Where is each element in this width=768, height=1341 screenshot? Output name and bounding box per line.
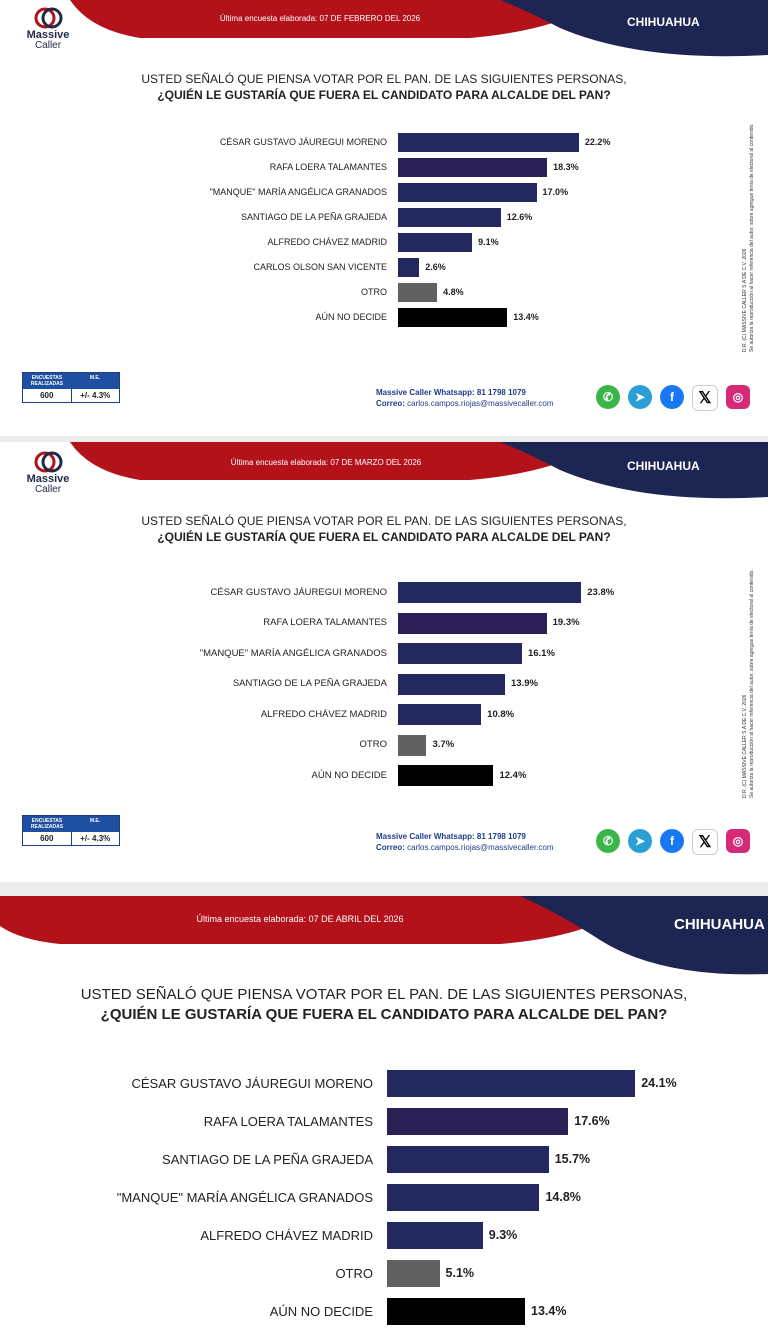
x-icon[interactable]: 𝕏 [692,385,718,411]
bar-value-label: 24.1% [641,1076,677,1091]
stats-header-surveys: ENCUESTAS REALIZADAS [30,375,64,387]
bar [387,1222,483,1249]
bar [387,1070,635,1097]
question-line2: ¿QUIÉN LE GUSTARÍA QUE FUERA EL CANDIDATO PARA ALCALDE DEL PAN? [100,1006,668,1023]
bar-label: SANTIAGO DE LA PEÑA GRAJEDA [232,678,387,690]
logo-text-massive: Massive [26,29,70,41]
bar [387,1146,549,1173]
bar-value-label: 3.7% [432,739,455,751]
bar-value-label: 13.9% [511,678,538,690]
bar-label: AÚN NO DECIDE [315,312,387,322]
contact-info [376,831,554,853]
bar [398,765,493,786]
email-label: Correo: [376,843,405,852]
bar-label: "MANQUE" MARÍA ANGÉLICA GRANADOS [199,647,387,659]
question-line1: USTED SEÑALÓ QUE PIENSA VOTAR POR EL PAN. DE LAS SIGUIENTES PERSONAS, [141,72,627,86]
bar-value-label: 9.1% [478,237,499,247]
telegram-icon[interactable]: ➤ [628,385,652,409]
bar-label: OTRO [359,739,387,751]
bar-label: ALFREDO CHÁVEZ MADRID [260,708,387,720]
whatsapp-icon[interactable]: ✆ [596,385,620,409]
bar-label: "MANQUE" MARÍA ANGÉLICA GRANADOS [116,1190,373,1205]
facebook-icon[interactable]: f [660,829,684,853]
bar-label: CÉSAR GUSTAVO JÁUREGUI MORENO [131,1076,373,1091]
bar-label: AÚN NO DECIDE [311,769,387,781]
instagram-icon[interactable]: ◎ [726,829,750,853]
poll-panel-april [0,896,768,1341]
social-links [596,385,750,411]
bar-label: ALFREDO CHÁVEZ MADRID [267,237,387,247]
bar [398,208,501,227]
bar-label: ALFREDO CHÁVEZ MADRID [200,1228,373,1243]
whatsapp-contact: Massive Caller Whatsapp: 81 1798 1079 [376,388,526,397]
x-icon[interactable]: 𝕏 [692,829,718,855]
bar-label: CARLOS OLSON SAN VICENTE [253,262,387,272]
instagram-icon[interactable]: ◎ [726,385,750,409]
bar-value-label: 13.4% [531,1304,567,1319]
bar-value-label: 19.3% [552,617,580,629]
poll-panel-march [0,442,768,882]
email-label: Correo: [376,399,405,408]
logo-text-caller: Caller [34,40,62,51]
social-links [596,829,750,855]
bar-label: RAFA LOERA TALAMANTES [269,162,387,172]
stats-header-surveys: ENCUESTAS REALIZADAS [30,818,64,830]
whatsapp-icon[interactable]: ✆ [596,829,620,853]
survey-date: Última encuesta elaborada: 07 DE ABRIL DEL 2026 [196,914,404,924]
copyright-note [742,518,756,798]
bar [398,133,579,152]
bar-label: OTRO [361,287,387,297]
stats-value-surveys: 600 [23,389,72,402]
state-label: CHIHUAHUA [627,15,700,29]
bar [398,643,522,664]
stats-value-margin: +/- 4.3% [80,391,111,400]
logo-text-massive: Massive [26,473,70,485]
contact-info [376,387,554,409]
bar-value-label: 22.2% [584,137,611,147]
bar [398,735,426,756]
bar [398,582,581,603]
question-line1: USTED SEÑALÓ QUE PIENSA VOTAR POR EL PAN. DE LAS SIGUIENTES PERSONAS, [80,986,688,1003]
survey-stats-table [22,815,120,846]
question-line2: ¿QUIÉN LE GUSTARÍA QUE FUERA EL CANDIDATO PARA ALCALDE DEL PAN? [157,88,611,102]
bar-value-label: 15.7% [554,1152,591,1167]
email-link[interactable]: carlos.campos.riojas@massivecaller.com [407,843,554,852]
bar-chart [0,0,768,436]
panel-separator [0,882,768,896]
bar [387,1108,568,1135]
bar [387,1184,539,1211]
survey-stats-table [22,372,120,403]
bar-chart [0,896,768,1341]
bar-value-label: 18.3% [553,162,579,172]
bar [398,674,505,695]
bar-value-label: 12.4% [499,769,527,781]
bar-value-label: 14.8% [545,1190,581,1205]
bar [387,1298,525,1325]
bar-label: AÚN NO DECIDE [269,1304,373,1319]
question-line2: ¿QUIÉN LE GUSTARÍA QUE FUERA EL CANDIDATO PARA ALCALDE DEL PAN? [157,530,611,544]
question-line1: USTED SEÑALÓ QUE PIENSA VOTAR POR EL PAN. DE LAS SIGUIENTES PERSONAS, [141,514,627,528]
bar-value-label: 16.1% [527,647,555,659]
copyright-line1: D.R. (C) MASSIVE CALLER S.A DE C.V. 2026 [742,248,748,352]
bar [398,704,481,725]
bar-label: SANTIAGO DE LA PEÑA GRAJEDA [240,212,387,222]
survey-date: Última encuesta elaborada: 07 DE MARZO DEL 2026 [230,458,422,467]
stats-value-margin: +/- 4.3% [80,834,111,843]
stats-header-margin: M.E. [89,375,101,381]
bar [398,308,507,327]
bar [398,158,547,177]
stats-header-margin: M.E. [89,818,101,824]
copyright-line1: D.R. (C) MASSIVE CALLER S.A DE C.V. 2026 [742,694,748,798]
bar-value-label: 10.8% [487,708,515,720]
bar-label: CÉSAR GUSTAVO JÁUREGUI MORENO [210,586,387,598]
bar [398,233,472,252]
stats-value-surveys: 600 [23,832,72,845]
bar-label: CÉSAR GUSTAVO JÁUREGUI MORENO [219,137,387,147]
bar-label: RAFA LOERA TALAMANTES [263,617,387,629]
state-label: CHIHUAHUA [674,916,765,933]
bar [398,183,537,202]
bar [398,613,547,634]
email-link[interactable]: carlos.campos.riojas@massivecaller.com [407,399,554,408]
survey-date: Última encuesta elaborada: 07 DE FEBRERO DEL 2026 [219,14,421,23]
poll-panel-february [0,0,768,436]
bar-label: "MANQUE" MARÍA ANGÉLICA GRANADOS [209,187,387,197]
telegram-icon[interactable]: ➤ [628,829,652,853]
bar-label: OTRO [335,1266,373,1281]
bar-label: SANTIAGO DE LA PEÑA GRAJEDA [162,1152,373,1167]
bar-value-label: 2.6% [425,262,446,272]
bar-label: RAFA LOERA TALAMANTES [203,1114,373,1129]
bar [398,283,437,302]
bar-value-label: 9.3% [488,1228,518,1243]
logo-text-caller: Caller [34,484,62,495]
copyright-line2: Se autoriza la reproducción al hacer referencia del autor, sobre agregue tenía de electoral al contenido. [749,569,755,798]
bar-value-label: 5.1% [445,1266,475,1281]
copyright-line2: Se autoriza la reproducción al hacer referencia del autor, sobre agregue tenía de electoral al contenido. [749,123,755,352]
bar-value-label: 17.0% [542,187,569,197]
bar-value-label: 17.6% [574,1114,610,1129]
copyright-note [742,72,756,352]
bar-value-label: 13.4% [513,312,539,322]
bar-value-label: 4.8% [443,287,464,297]
bar [387,1260,440,1287]
facebook-icon[interactable]: f [660,385,684,409]
bar-value-label: 23.8% [587,586,615,598]
whatsapp-contact: Massive Caller Whatsapp: 81 1798 1079 [376,832,526,841]
state-label: CHIHUAHUA [627,459,700,473]
bar [398,258,419,277]
bar-value-label: 12.6% [506,212,533,222]
